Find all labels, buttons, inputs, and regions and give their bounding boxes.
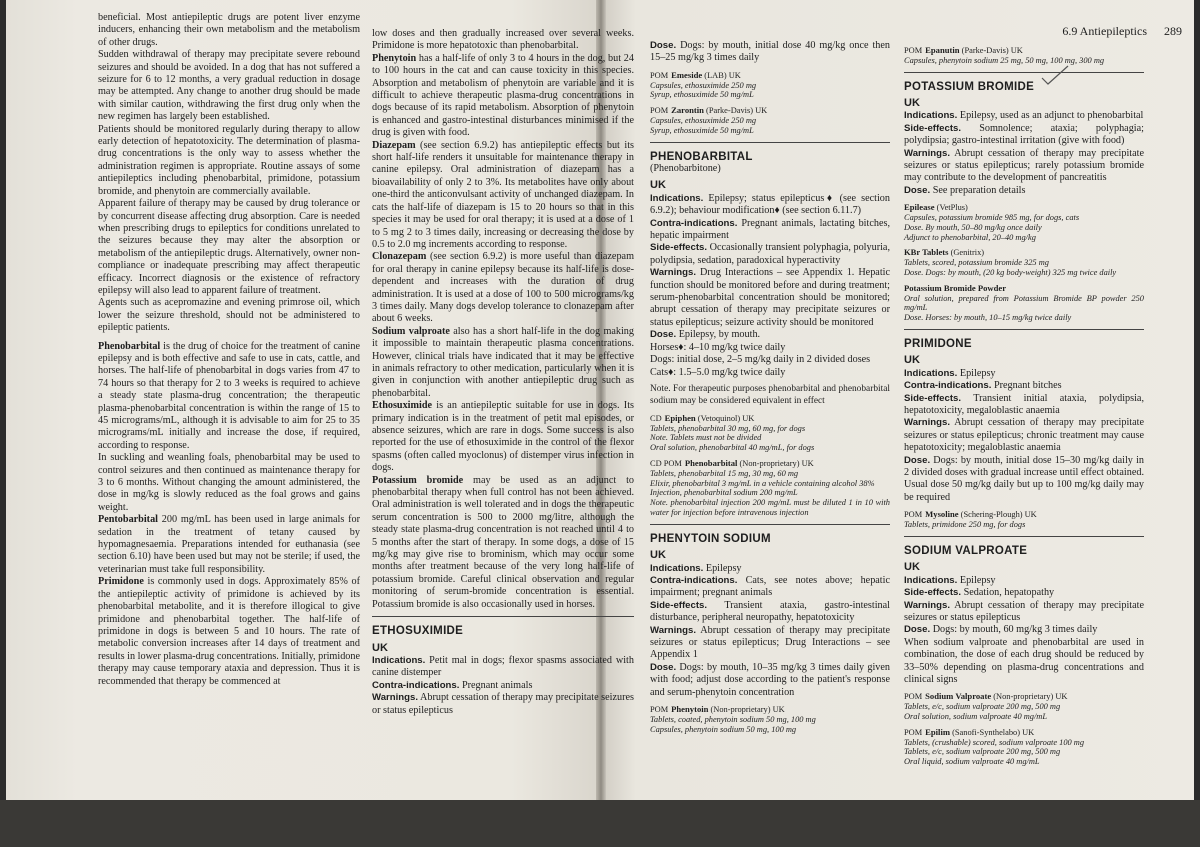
- paragraph-text: also has a short half-life in the dog making it impossible to maintain therapeutic plasma concentrations. However, clinical trials have indicated that it may be effective in animals refractory to other medication, particularly when it is given in conjunction with another antiepileptic drug such as phenobarbital.: [372, 325, 634, 399]
- product-entry: [904, 248, 1144, 277]
- manufacturer: (Sanofi-Synthelabo) UK: [950, 727, 1035, 737]
- drug-term: Pentobarbital: [98, 514, 158, 526]
- body-paragraph: [98, 341, 360, 453]
- note: Note. For therapeutic purposes phenobarbital and phenobarbital sodium may be considered equivalent in effect: [650, 383, 890, 407]
- paragraph-text: is commonly used in dogs. Approximately 85% of the antiepileptic activity of primidone is achieved by its phenobarbital metabolite, and it is therefore illogical to give primidone and phenobarbital together. The half-life of primidone in dogs is between 5 and 10 hours. The rate of metabolic conversion increases after 14 days of treatment and results in lower plasma-drug concentrations. Initially, primidone therapy may cause temporary ataxia and depression. Thus it is recommended that therapy be commenced at: [98, 576, 360, 687]
- drug-term: Phenobarbital: [98, 340, 161, 352]
- product-line: Adjunct to phenobarbital, 20–40 mg/kg: [904, 232, 1036, 242]
- product-name: Epilim: [925, 726, 950, 737]
- product-line: Injection, phenobarbital sodium 200 mg/mL: [650, 488, 798, 498]
- product-entry: [650, 705, 890, 734]
- side-effects: Side-effects. Sedation, hepatopathy: [904, 587, 1055, 599]
- paragraph-text: has a half-life of only 3 to 4 hours in the dog, but 24 to 100 hours in the cat and can cause toxicity in this species. Absorption and metabolism of phenytoin are variable and it is difficult to achieve therapeutic plasma-drug concentrations in dogs because of its rapid metabolism. Absorption of phenytoin is enhanced and gastro-intestinal disturbances minimised if the drug is given with food.: [372, 52, 634, 139]
- body-paragraph: [372, 326, 634, 400]
- paragraph-text: is the drug of choice for the treatment of canine epilepsy and is both effective and safe to use in cats, cattle, and horses. The half-life of phenobarbital in dogs varies from 47 to 74 hours so that therapy for 2 to 3 weeks is required to achieve a steady state plasma-drug concentration; the therapeutic plasma-phenobarbital concentration is within the range of 15 to 45 micrograms/mL, although it is advisable to aim for 25 to 35 micrograms/mL initially and increase the dose, if required, according to response.: [98, 340, 360, 451]
- monograph-title: SODIUM VALPROATE: [904, 544, 1028, 557]
- product-name: Sodium Valproate: [925, 691, 992, 702]
- contra-indications: Contra-indications. Pregnant animals: [372, 679, 533, 691]
- region-heading: UK: [904, 97, 920, 109]
- warnings: Warnings. Abrupt cessation of therapy may precipitate seizures or status epilepticus: [372, 692, 634, 716]
- product-line: Oral solution, prepared from Potassium Bromide BP powder 250 mg/mL: [904, 293, 1144, 313]
- product-name: Epiphen: [664, 412, 696, 423]
- product-line: Dose. Dogs: by mouth, (20 kg body-weight) 325 mg twice daily: [904, 268, 1117, 278]
- manufacturer: (LAB) UK: [702, 70, 741, 80]
- dose-dogs: Dogs: initial dose, 2–5 mg/kg daily in 2 divided doses: [650, 354, 871, 366]
- product-line: Capsules, ethosuximide 250 mg: [650, 116, 757, 125]
- product-entry: [904, 510, 1144, 530]
- product-line: Tablets, coated, phenytoin sodium 50 mg, 100 mg: [650, 714, 816, 724]
- paragraph-text: In suckling and weanling foals, phenobarbital may be used to control seizures and then continued as maintenance therapy for 3 to 6 months. Without changing the amount administered, the dose in mg/kg is slowly reduced as the foal grows and gains weight.: [98, 452, 360, 513]
- section-rule: [904, 329, 1144, 330]
- paragraph-text: 200 mg/mL has been used in large animals for sedation in the treatment of tetany caused by hypomagnesaemia. Preparations intended for euthanasia (see section 6.10) have been used but may not be sterile; if used, the veterinarian must take full responsibility.: [98, 514, 360, 575]
- manufacturer: (Schering-Plough) UK: [958, 510, 1037, 520]
- warnings: Warnings. Drug Interactions – see Appendix 1. Hepatic function should be monitored before and during treatment; serum-phenobarbital concentration should be monitored; abrupt cessation of therapy may precipitate seizures or status epilepticus; seizure activity should be monitored: [650, 267, 890, 328]
- dose: Dose. See preparation details: [904, 184, 1026, 196]
- dose: Dose. Dogs: by mouth, 60 mg/kg 3 times daily: [904, 624, 1098, 636]
- legal-category: POM: [650, 70, 669, 80]
- product-entry: [650, 106, 890, 135]
- product-line: Elixir, phenobarbital 3 mg/mL in a vehicle containing alcohol 38%: [650, 478, 875, 488]
- product-entry: [904, 284, 1144, 323]
- warnings: Warnings. Abrupt cessation of therapy may precipitate seizures or status epilepticus; chronic treatment may cause hepatotoxicity; megaloblastic anaemia: [904, 417, 1144, 454]
- product-line: Tablets, phenobarbital 15 mg, 30 mg, 60 mg: [650, 468, 799, 478]
- indications: Indications. Epilepsy: [650, 562, 742, 574]
- product-line: Tablets, primidone 250 mg, for dogs: [904, 520, 1026, 530]
- product-line: Tablets, e/c, sodium valproate 200 mg, 500 mg: [904, 702, 1061, 712]
- product-name: Epanutin: [925, 45, 960, 55]
- product-line: Dose. By mouth, 50–80 mg/kg once daily: [904, 222, 1042, 232]
- dose: Dose. Dogs: by mouth, initial dose 40 mg/kg once then 15–25 mg/kg 3 times daily: [650, 40, 890, 64]
- region-heading: UK: [904, 561, 920, 574]
- product-line: Capsules, ethosuximide 250 mg: [650, 80, 757, 90]
- product-entry: [904, 692, 1144, 721]
- section-rule: [650, 524, 890, 525]
- product-name: KBr Tablets: [904, 247, 949, 258]
- region-heading: UK: [650, 549, 666, 562]
- product-line: Syrup, ethosuximide 50 mg/mL: [650, 90, 754, 100]
- combination-note: When sodium valproate and phenobarbital are used in combination, the dose of each drug should be reduced by 33–50% depending on plasma-drug concentrations and clinical signs: [904, 636, 1144, 685]
- dose: Dose. Dogs: by mouth, 10–35 mg/kg 3 times daily given with food; adjust dose according to the patient's response and serum-phenytoin concentration: [650, 661, 890, 698]
- product-name: Phenytoin: [671, 703, 709, 714]
- side-effects: Side-effects. Transient ataxia, gastro-intestinal disturbance, peripheral neuropathy, hepatotoxicity: [650, 599, 890, 624]
- manufacturer: (Parke-Davis) UK: [703, 106, 768, 116]
- product-entry: [650, 71, 890, 100]
- warnings: Warnings. Abrupt cessation of therapy may precipitate seizures or status epilepticus: [904, 599, 1144, 623]
- product-name: Zarontin: [671, 105, 704, 116]
- product-line: Oral solution, phenobarbital 40 mg/mL, for dogs: [650, 443, 815, 453]
- right-column-1: [650, 40, 890, 740]
- manufacturer: (Non-proprietary) UK: [708, 704, 785, 714]
- product-line: Oral liquid, sodium valproate 40 mg/mL: [904, 757, 1040, 767]
- product-name: Mysoline: [925, 509, 959, 520]
- product-line: Tablets, e/c, sodium valproate 200 mg, 500 mg: [904, 747, 1061, 757]
- product-entry: [904, 728, 1144, 767]
- region-heading: UK: [650, 179, 666, 192]
- manufacturer: (Non-proprietary) UK: [991, 692, 1068, 702]
- drug-term: Potassium bromide: [372, 474, 464, 486]
- legal-category: CD POM: [650, 458, 682, 468]
- monograph-title: PHENOBARBITAL: [650, 150, 753, 163]
- warnings: Warnings. Abrupt cessation of therapy may precipitate seizures or status epilepticus; rarely potassium bromide may contribute to the development of pancreatitis: [904, 147, 1144, 184]
- left-column-2: [372, 28, 634, 717]
- body-paragraph: beneficial. Most antiepileptic drugs are potent liver enzyme inducers, enhancing their own metabolism and the metabolism of other drugs.: [98, 12, 360, 48]
- body-paragraph: Agents such as acepromazine and evening primrose oil, which lower the seizure threshold, should not be administered to epileptic patients.: [98, 297, 360, 334]
- product-line: Oral solution, sodium valproate 40 mg/mL: [904, 711, 1048, 721]
- drug-term: Diazepam: [372, 139, 416, 151]
- manufacturer: (Parke-Davis) UK: [959, 46, 1023, 55]
- contra-indications: Contra-indications. Cats, see notes above; hepatic impairment; pregnant animals: [650, 574, 890, 599]
- drug-term: Clonazepam: [372, 251, 427, 263]
- product-line: Capsules, phenytoin sodium 25 mg, 50 mg, 100 mg, 300 mg: [904, 55, 1105, 65]
- indications: Indications. Epilepsy: [904, 574, 996, 586]
- side-effects: Side-effects. Somnolence; ataxia; polyphagia; polydipsia; gastro-intestinal irritation (give with food): [904, 122, 1144, 147]
- indications: Indications. Epilepsy: [904, 367, 996, 379]
- section-rule: [372, 616, 634, 617]
- product-line: Dose. Horses: by mouth, 10–15 mg/kg twice daily: [904, 313, 1072, 323]
- body-paragraph: [98, 514, 360, 576]
- legal-category: POM: [904, 692, 923, 702]
- section-rule: [650, 142, 890, 143]
- drug-term: Ethosuximide: [372, 400, 433, 412]
- body-paragraph: [372, 140, 634, 252]
- section-title: 6.9 Antiepileptics: [1062, 24, 1147, 38]
- section-rule: [904, 536, 1144, 537]
- dose: Dose. Epilepsy, by mouth.: [650, 329, 761, 341]
- paragraph-text: low doses and then gradually increased over several weeks. Primidone is more hepatotoxic than phenobarbital.: [372, 28, 634, 52]
- side-effects: Side-effects. Transient initial ataxia, polydipsia, hepatotoxicity, megaloblastic anaemia: [904, 392, 1144, 417]
- paragraph-text: (see section 6.9.2) is more useful than diazepam for oral therapy in canine epilepsy because its half-life is dose-dependent and increases with the duration of drug administration. It is used at a dose of 100 to 500 micrograms/kg 3 times daily. Many dogs develop tolerance to clonazepam after about 6 weeks.: [372, 251, 634, 325]
- body-paragraph: [98, 452, 360, 514]
- monograph-title: PRIMIDONE: [904, 338, 972, 351]
- body-paragraph: [372, 53, 634, 140]
- product-name: Emeside: [671, 69, 703, 80]
- body-paragraph: Patients should be monitored regularly during therapy to allow early detection of hepatotoxicity. The determination of plasma-drug concentrations is the only way to assess whether the administration regimen is appropriate. Routine assays of some antiepileptics including phenobarbital, primidone, potassium bromide, and phenytoin are commercially available.: [98, 123, 360, 197]
- manufacturer: (VetPlus): [934, 203, 968, 213]
- product-entry: [904, 46, 1144, 66]
- paragraph-text: (see section 6.9.2) has antiepileptic effects but its short half-life renders it unsuitable for maintenance therapy in canine epilepsy. Oral administration of diazepam has a bioavailability of only 2 to 3%. Its metabolites have only about one-third the anticonvulsant activity of unchanged diazepam. In cats the half-life of diazepam is 15 to 20 hours so that in this species it may be used for oral therapy; it is used at a dose of 1 to 5 mg 2 to 3 times daily, increasing or decreasing the dose by 0.5 to 2.0 mg increments according to response.: [372, 139, 634, 250]
- body-paragraph: Apparent failure of therapy may be caused by drug tolerance or by concurrent disease affecting drug absorption. Care is needed when prescribing drugs to epileptics for conditions unrelated to the seizures because they may alter the absorption or metabolism of the antiepileptic drugs. Alternatively, owner non-compliance or inadequate prescribing may affect therapeutic efficacy. Incorrect diagnosis or the existence of refractory epilepsy will also lead to apparent failure of treatment.: [98, 198, 360, 296]
- paragraph-text: is an antiepileptic suitable for use in dogs. Its primary indication is in the treatment of petit mal episodes, or absence seizures, which are rare in dogs. Some success is also reported for the use of ethosuximide in the control of the flexor spasms (often called myoclonus) of distemper virus infection in dogs.: [372, 400, 634, 474]
- drug-term: Sodium valproate: [372, 325, 450, 337]
- legal-category: POM: [904, 46, 923, 55]
- product-name: Phenobarbital: [684, 457, 738, 468]
- body-paragraph: [98, 576, 360, 688]
- product-line: Tablets, scored, potassium bromide 325 mg: [904, 258, 1049, 268]
- manufacturer: (Genitrix): [948, 248, 985, 258]
- dose-horses: Horses♦: 4–10 mg/kg twice daily: [650, 341, 786, 353]
- indications: Indications. Epilepsy; status epilepticus♦ (see section 6.9.2); behaviour modification♦ (see section 6.11.7): [650, 192, 890, 217]
- product-line: Capsules, phenytoin sodium 50 mg, 100 mg: [650, 724, 797, 734]
- indications: Indications. Petit mal in dogs; flexor spasms associated with canine distemper: [372, 654, 634, 679]
- right-column-2: [904, 40, 1144, 773]
- dose: Dose. Dogs: by mouth, initial dose 15–30 mg/kg daily in 2 divided doses with gradual increase until effect obtained. Usual dose 50 mg/kg daily but up to 100 mg/kg daily may be required: [904, 454, 1144, 503]
- warnings: Warnings. Abrupt cessation of therapy may precipitate seizures or status epilepticus; Drug Interactions – see Appendix 1: [650, 624, 890, 661]
- region-heading: UK: [372, 641, 388, 654]
- page-number: 289: [1164, 24, 1182, 38]
- monograph-title: PHENYTOIN SODIUM: [650, 532, 771, 545]
- left-column-1: [98, 12, 360, 688]
- body-paragraph: [372, 400, 634, 474]
- product-line: Capsules, potassium bromide 985 mg, for dogs, cats: [904, 213, 1080, 223]
- monograph-title: ETHOSUXIMIDE: [372, 625, 464, 638]
- legal-category: CD: [650, 413, 662, 423]
- manufacturer: (Vetoquinol) UK: [695, 413, 755, 423]
- drug-term: Primidone: [98, 576, 144, 588]
- side-effects: Side-effects. Occasionally transient polyphagia, polyuria, polydipsia, sedation, paradoxical hyperactivity: [650, 242, 890, 266]
- legal-category: POM: [650, 704, 669, 714]
- section-rule: [904, 72, 1144, 73]
- monograph-title: POTASSIUM BROMIDE: [904, 80, 1035, 93]
- monograph-subtitle: (Phenobarbitone): [650, 163, 721, 174]
- handwritten-tick-mark: [1040, 64, 1070, 88]
- legal-category: POM: [904, 727, 923, 737]
- product-line: Tablets, (crushable) scored, sodium valproate 100 mg: [904, 737, 1085, 747]
- product-line: Note. phenobarbital injection 200 mg/mL must be diluted 1 in 10 with water for injection before intravenous injection: [650, 498, 890, 517]
- contra-indications: Contra-indications. Pregnant animals, lactating bitches, hepatic impairment: [650, 217, 890, 242]
- indications: Indications. Epilepsy, used as an adjunct to phenobarbital: [904, 110, 1144, 122]
- legal-category: POM: [904, 510, 923, 520]
- running-header: [1048, 24, 1182, 39]
- product-entry: [904, 203, 1144, 242]
- drug-term: Phenytoin: [372, 52, 417, 64]
- region-heading: UK: [904, 354, 920, 367]
- product-name: Epilease: [904, 202, 935, 213]
- body-paragraph: [372, 475, 634, 611]
- product-line: Syrup, ethosuximide 50 mg/mL: [650, 125, 754, 135]
- product-name: Potassium Bromide Powder: [904, 282, 1007, 293]
- contra-indications: Contra-indications. Pregnant bitches: [904, 380, 1062, 392]
- body-paragraph: [372, 251, 634, 325]
- paragraph-text: may be used as an adjunct to phenobarbital therapy when full control has not been achieved. Oral administration is well tolerated and in dogs the therapeutic serum concentration is 500 to 2000 mg/litre, although the steady state plasma-drug concentration is not reached until 4 to 5 months after the start of therapy. In some dogs, a dose of 15 mg/kg may give rise to brominism, which may occur some months after treatment because of the very long half-life of potassium bromide. Careful clinical observation and regular monitoring of serum-bromide concentration is essential. Potassium bromide is also occasionally used in horses.: [372, 474, 634, 610]
- body-paragraph: Sudden withdrawal of therapy may precipitate severe rebound seizures and should be avoided. In a dog that has not suffered a seizure for 6 to 12 months, a very gradual reduction in dosage may be attempted. Any change to another drug should be made with similar caution, withdrawing the first drug only when the new regimen has largely been established.: [98, 49, 360, 123]
- product-entry: [650, 459, 890, 518]
- body-paragraph: [372, 28, 634, 53]
- product-line: Note. Tablets must not be divided: [650, 433, 762, 443]
- product-entry: [650, 414, 890, 453]
- legal-category: POM: [650, 106, 669, 116]
- product-line: Tablets, phenobarbital 30 mg, 60 mg, for dogs: [650, 423, 806, 433]
- background-surface: [0, 800, 1200, 847]
- manufacturer: (Non-proprietary) UK: [737, 458, 814, 468]
- dose-cats: Cats♦: 1.5–5.0 mg/kg twice daily: [650, 366, 786, 378]
